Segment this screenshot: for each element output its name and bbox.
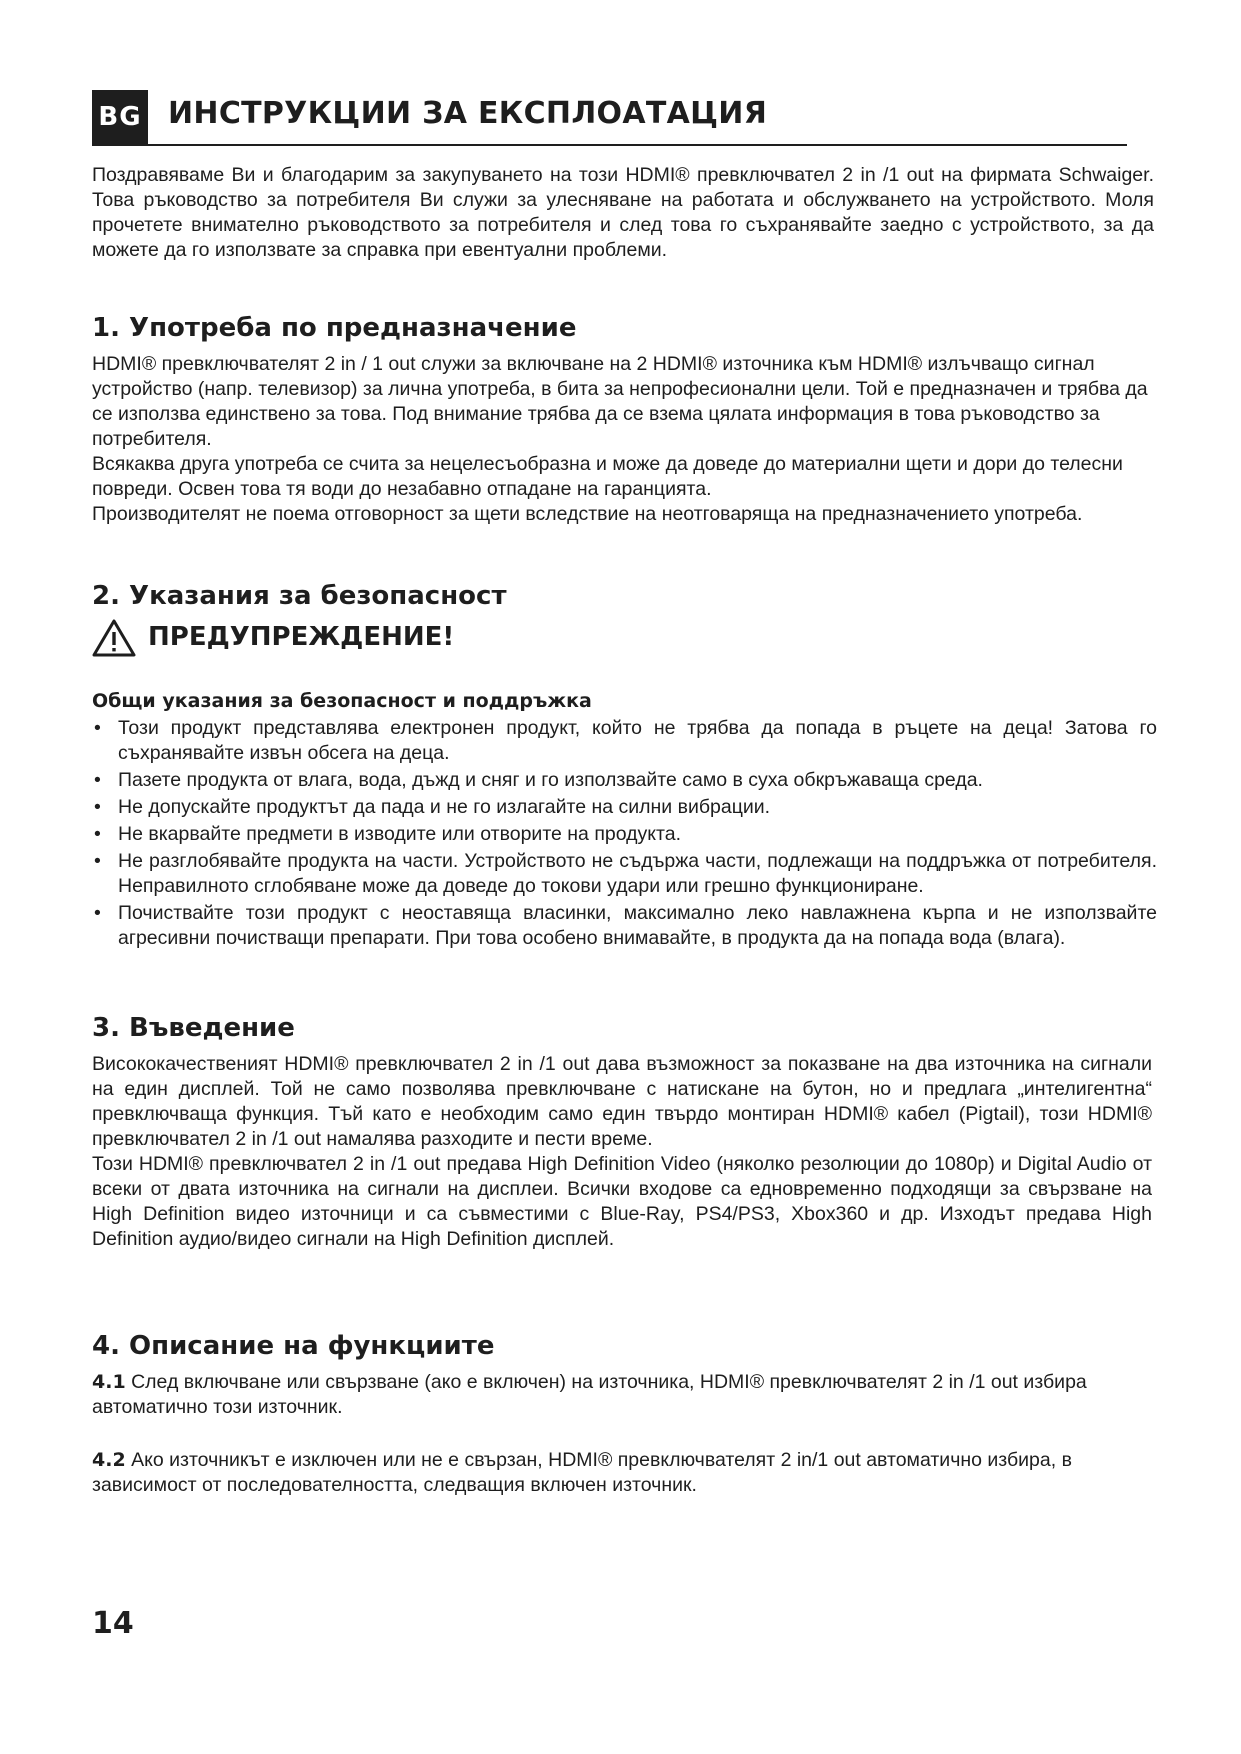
bullet-icon: • [94,823,101,845]
section-4-heading: 4. Описание на функциите [92,1331,495,1361]
intro-paragraph: Поздравяваме Ви и благодарим за закупуването на този HDMI® превключвател 2 in /1 out на фирмата Schwaiger. Това ръководство за потребителя Ви служи за улесняване на работата и обслужването на устройството. Моля прочетете внимателно ръководството за потребителя и след това го съхранявайте заедно с устройството, за да можете да го използвате за справка при евентуални проблеми. [92,164,1154,261]
page-title: ИНСТРУКЦИИ ЗА ЕКСПЛОАТАЦИЯ [168,96,768,131]
item-number: 4.2 [92,1449,126,1471]
bullet-icon: • [94,850,101,872]
item-number: 4.1 [92,1371,126,1393]
bullet-icon: • [94,769,101,791]
list-item: • Пазете продукта от влага, вода, дъжд и сняг и го използвайте само в суха обкръжаваща среда. [94,769,983,791]
function-item-4-2 [92,1448,1152,1498]
section-3-paragraph: Този HDMI® превключвател 2 in /1 out предава High Definition Video (няколко резолюции до 1080p) и Digital Audio от всеки от двата източника на сигнали на дисплеи. Всички входове са едновременно подходящи за свързване на High Definition видео източници и са съвместими с Blue-Ray, PS4/PS3, Xbox360 и др. Изходът предава High Definition аудио/видео сигнали на High Definition дисплей. [92,1153,1152,1250]
section-1-paragraph: Всякаква друга употреба се счита за нецелесъобразна и може да доведе до материални щети и дори до телесни повреди. Освен това тя води до незабавно отпадане на гаранцията. [92,453,1123,500]
list-item: • Този продукт представлява електронен продукт, който не трябва да попада в ръцете на деца! Затова го съхранявайте извън обсега на деца. [94,717,1157,764]
safety-subheading: Общи указания за безопасност и поддръжка [92,690,592,712]
list-item: • Не вкарвайте предмети в изводите или отворите на продукта. [94,823,681,845]
item-text: Ако източникът е изключен или не е свързан, HDMI® превключвателят 2 in/1 out автоматично избира, в зависимост от последователността, следващия включен източник. [92,1449,1072,1496]
section-1-heading: 1. Употреба по предназначение [92,313,577,343]
bullet-icon: • [94,796,101,818]
language-badge: BG [92,90,148,144]
section-2-heading: 2. Указания за безопасност [92,581,507,611]
section-3-heading: 3. Въведение [92,1013,295,1043]
section-3-paragraph: Висококачественият HDMI® превключвател 2 in /1 out дава възможност за показване на два източника на сигнали на един дисплей. Той не само позволява превключване с натискане на бутон, но и предлага „интелигентна“ превключваща функция. Тъй като е необходим само един твърдо монтиран HDMI® кабел (Pigtail), този HDMI® превключвател 2 in /1 out намалява разходите и пести време. [92,1053,1152,1150]
list-item: • Не разглобявайте продукта на части. Устройството не съдържа части, подлежащи на поддръжка от потребителя. Неправилното сглобяване може да доведе до токови удари или грешно функциониране. [94,850,1157,897]
function-item-4-1 [92,1370,1152,1420]
list-item: • Почиствайте този продукт с неоставяща власинки, максимално леко навлажнена кърпа и не използвайте агресивни почистващи препарати. При това особено внимавайте, в продукта да на попада вода (влага). [94,902,1157,949]
section-1-paragraph: Производителят не поема отговорност за щети вследствие на неотговаряща на предназначението употреба. [92,503,1083,525]
page-number: 14 [92,1606,134,1641]
warning-label: ПРЕДУПРЕЖДЕНИЕ! [148,622,455,652]
list-item: • Не допускайте продуктът да пада и не го излагайте на силни вибрации. [94,796,771,818]
section-3-body [92,1052,1152,1252]
bullet-icon: • [94,717,101,739]
item-text: След включване или свързване (ако е включен) на източника, HDMI® превключвателят 2 in /1 out избира автоматично този източник. [92,1371,1087,1418]
page-header [92,90,1127,146]
section-1-body [92,352,1152,527]
bullet-icon: • [94,902,101,924]
warning-triangle-icon [92,618,136,658]
safety-list [92,716,1157,953]
section-1-paragraph: HDMI® превключвателят 2 in / 1 out служи за включване на 2 HDMI® източника към HDMI® излъчващо сигнал устройство (напр. телевизор) за лична употреба, в бита за непрофесионални цели. Той е предназначен и трябва да се използва единствено за това. Под внимание трябва да се взема цялата информация в това ръководство за потребителя. [92,353,1148,450]
